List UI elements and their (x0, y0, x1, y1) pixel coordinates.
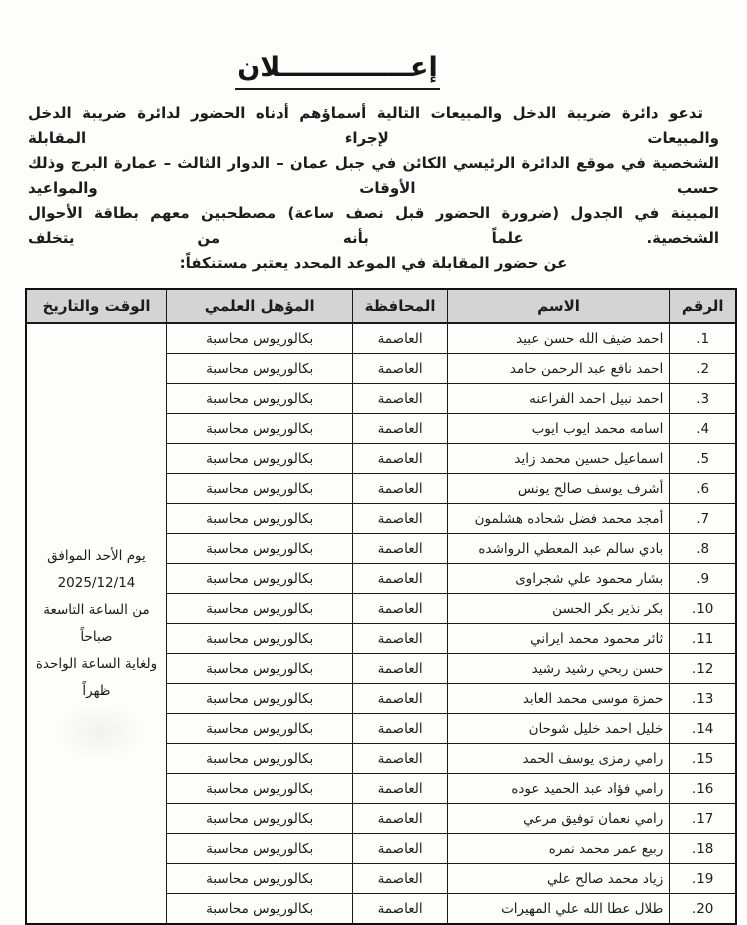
row-number-cell: 16. (670, 774, 736, 804)
intro-paragraph (28, 101, 719, 276)
qualification-cell: بكالوريوس محاسبة (166, 474, 353, 504)
qualification-cell: بكالوريوس محاسبة (166, 444, 353, 474)
row-number-cell: 1. (670, 323, 736, 354)
qualification-cell: بكالوريوس محاسبة (166, 354, 353, 384)
governorate-cell: العاصمة (353, 323, 447, 354)
qualification-cell: بكالوريوس محاسبة (166, 684, 353, 714)
qualification-cell: بكالوريوس محاسبة (166, 534, 353, 564)
name-cell: حمزة موسى محمد العابد (447, 684, 670, 714)
row-number-cell: 12. (670, 654, 736, 684)
name-cell: خليل احمد خليل شوحان (447, 714, 670, 744)
governorate-cell: العاصمة (353, 744, 447, 774)
intro-line-1: تدعو دائرة ضريبة الدخل والمبيعات التالية أسماؤهم أدناه الحضور لدائرة ضريبة الدخل والمبيعات لإجراء المقابلة (28, 104, 719, 147)
governorate-cell: العاصمة (353, 804, 447, 834)
name-cell: ثائر محمود محمد ايراني (447, 624, 670, 654)
row-number-cell: 4. (670, 414, 736, 444)
row-number-cell: 7. (670, 504, 736, 534)
name-cell: أمجد محمد فضل شحاده هشلمون (447, 504, 670, 534)
schedule-date: 2025/12/14 (57, 574, 136, 591)
schedule-line: من الساعة التاسعة (43, 601, 150, 618)
header-name: الاسم (447, 289, 670, 323)
governorate-cell: العاصمة (353, 624, 447, 654)
row-number-cell: 18. (670, 834, 736, 864)
row-number-cell: 14. (670, 714, 736, 744)
row-number-cell: 15. (670, 744, 736, 774)
qualification-cell: بكالوريوس محاسبة (166, 864, 353, 894)
table-body (26, 323, 736, 924)
name-cell: طلال عطا الله علي المهيرات (447, 894, 670, 925)
intro-line-3: المبينة في الجدول (ضرورة الحضور قبل نصف ساعة) مصطحبين معهم بطاقة الأحوال الشخصية. علماً بأنه من يتخلف (28, 204, 719, 247)
qualification-cell: بكالوريوس محاسبة (166, 594, 353, 624)
name-cell: أشرف يوسف صالح يونس (447, 474, 670, 504)
qualification-cell: بكالوريوس محاسبة (166, 414, 353, 444)
header-number: الرقم (670, 289, 736, 323)
row-number-cell: 17. (670, 804, 736, 834)
qualification-cell: بكالوريوس محاسبة (166, 654, 353, 684)
schedule-datetime-cell (26, 323, 166, 924)
governorate-cell: العاصمة (353, 714, 447, 744)
qualification-cell: بكالوريوس محاسبة (166, 504, 353, 534)
header-governorate: المحافظة (353, 289, 447, 323)
schedule-line: ولغاية الساعة الواحدة (35, 655, 158, 672)
header-qualification: المؤهل العلمي (166, 289, 353, 323)
row-number-cell: 3. (670, 384, 736, 414)
interview-roster-table (25, 288, 737, 925)
schedule-line: صباحاً (80, 628, 113, 645)
governorate-cell: العاصمة (353, 564, 447, 594)
qualification-cell: بكالوريوس محاسبة (166, 323, 353, 354)
qualification-cell: بكالوريوس محاسبة (166, 894, 353, 925)
header-datetime: الوقت والتاريخ (26, 289, 166, 323)
qualification-cell: بكالوريوس محاسبة (166, 744, 353, 774)
row-number-cell: 6. (670, 474, 736, 504)
qualification-cell: بكالوريوس محاسبة (166, 714, 353, 744)
row-number-cell: 11. (670, 624, 736, 654)
governorate-cell: العاصمة (353, 774, 447, 804)
qualification-cell: بكالوريوس محاسبة (166, 774, 353, 804)
governorate-cell: العاصمة (353, 504, 447, 534)
name-cell: حسن ربحي رشيد رشيد (447, 654, 670, 684)
governorate-cell: العاصمة (353, 834, 447, 864)
schedule-line: ظهراً (82, 682, 111, 699)
governorate-cell: العاصمة (353, 534, 447, 564)
governorate-cell: العاصمة (353, 384, 447, 414)
governorate-cell: العاصمة (353, 684, 447, 714)
governorate-cell: العاصمة (353, 894, 447, 925)
governorate-cell: العاصمة (353, 354, 447, 384)
name-cell: رامي رمزى يوسف الحمد (447, 744, 670, 774)
name-cell: ربيع عمر محمد نمره (447, 834, 670, 864)
governorate-cell: العاصمة (353, 474, 447, 504)
name-cell: رامي فؤاد عبد الحميد عوده (447, 774, 670, 804)
governorate-cell: العاصمة (353, 864, 447, 894)
name-cell: بادي سالم عبد المعطي الرواشده (447, 534, 670, 564)
name-cell: زياد محمد صالح علي (447, 864, 670, 894)
qualification-cell: بكالوريوس محاسبة (166, 804, 353, 834)
name-cell: رامي نعمان توفيق مرعي (447, 804, 670, 834)
row-number-cell: 5. (670, 444, 736, 474)
schedule-line: يوم الأحد الموافق (47, 547, 146, 564)
name-cell: بكر نذير بكر الحسن (447, 594, 670, 624)
row-number-cell: 9. (670, 564, 736, 594)
intro-line-2: الشخصية في موقع الدائرة الرئيسي الكائن في جبل عمان – الدوار الثالث – عمارة البرج وذلك حسب الأوقات والمواعيد (28, 154, 719, 197)
name-cell: احمد نبيل احمد الفراعنه (447, 384, 670, 414)
governorate-cell: العاصمة (353, 414, 447, 444)
row-number-cell: 10. (670, 594, 736, 624)
governorate-cell: العاصمة (353, 654, 447, 684)
name-cell: بشار محمود علي شجراوى (447, 564, 670, 594)
table-row (26, 323, 736, 354)
row-number-cell: 19. (670, 864, 736, 894)
row-number-cell: 13. (670, 684, 736, 714)
row-number-cell: 20. (670, 894, 736, 925)
qualification-cell: بكالوريوس محاسبة (166, 564, 353, 594)
name-cell: احمد ضيف الله حسن عبيد (447, 323, 670, 354)
name-cell: اسامه محمد ايوب ايوب (447, 414, 670, 444)
governorate-cell: العاصمة (353, 594, 447, 624)
title-wrap (0, 52, 747, 90)
qualification-cell: بكالوريوس محاسبة (166, 834, 353, 864)
governorate-cell: العاصمة (353, 444, 447, 474)
page-title: إعــــــــــــــلان (235, 52, 439, 90)
name-cell: اسماعيل حسين محمد زايد (447, 444, 670, 474)
qualification-cell: بكالوريوس محاسبة (166, 384, 353, 414)
row-number-cell: 2. (670, 354, 736, 384)
table-header-row (26, 289, 736, 323)
row-number-cell: 8. (670, 534, 736, 564)
intro-line-4: عن حضور المقابلة في الموعد المحدد يعتبر مستنكفاً: (179, 254, 568, 272)
qualification-cell: بكالوريوس محاسبة (166, 624, 353, 654)
name-cell: احمد نافع عبد الرحمن حامد (447, 354, 670, 384)
